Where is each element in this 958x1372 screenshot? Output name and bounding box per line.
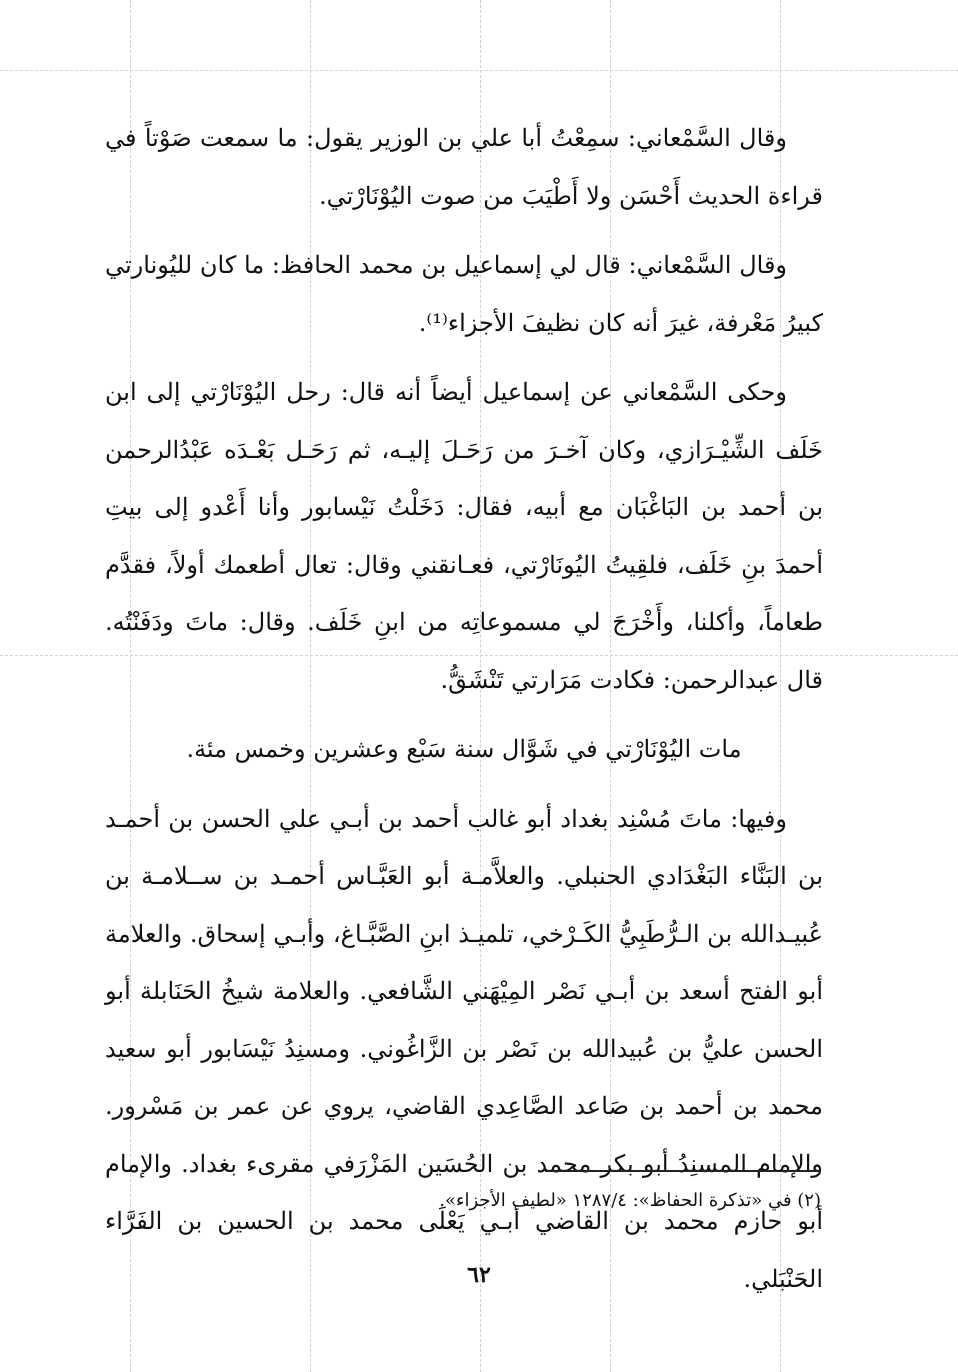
paragraph: وفيها: ماتَ مُسْنِد بغداد أبو غالب أحمد بن أبـي علي الحسن بن أحمـد بن البَنَّاء البَغْدَادي الحنبلي. والعلاَّمـة أبو العَبَّـاس أحمـد بن ســلامـة بن عُبيـدالله بن الـرُّطَبِيُّ الكَـرْخي، تلميـذ ابنِ الصَّبَّـاغ، وأبـي إسحاق. والعلامة أبو الفتح أسعد بن أبـي نَصْر المِيْهَني الشَّافعي. والعلامة شيخُ الحَنَابلة أبو الحسن عليُّ بن عُبيدالله بن نَصْر بن الزَّاغُوني. ومسنِدُ نَيْسَابور أبو سعيد محمد بن أحمد بن صَاعد الصَّاعِدي القاضي، يروي عن عمر بن مَسْرور. والإمام المسنِدُ أبو بكر محمد بن الحُسَين المَزْرَفي مقرىء بغداد. والإمام أبو حازم محمد بن القاضي أبـي يَعْلَى محمد بن الحسين بن الفَرَّاء الحَنْبَلي. xyxy=(105,804,824,1293)
paragraph-death-note: مات اليُوْنَارْتي في شَوَّال سنة سَبْع وعشرين وخمس مئة. xyxy=(186,735,742,763)
paragraph: وقال السَّمْعاني: سمِعْتُ أبا علي بن الوزير يقول: ما سمعت صَوْتاً في قراءة الحديث أَحْسَن ولا أَطْيَبَ من صوت اليُوْنَارْتي. xyxy=(105,124,823,210)
footnote: (٢) في «تذكرة الحفاظ»: ١٢٨٧/٤ «لطيف الأجزاء». xyxy=(439,1190,821,1211)
footnote-separator xyxy=(545,1170,821,1172)
page-body xyxy=(105,110,823,1308)
paragraph: وقال السَّمْعاني: قال لي إسماعيل بن محمد الحافظ: ما كان لليُونارتي كبيرُ مَعْرفة، غيرَ أنه كان نظيفَ الأجزاء⁽¹⁾. xyxy=(105,251,823,337)
scan-grid-line xyxy=(0,70,958,71)
page-number: ٦٢ xyxy=(467,1262,491,1288)
paragraph: وحكى السَّمْعاني عن إسماعيل أيضاً أنه قال: رحل اليُوْنَارْتي إلى ابن خَلَف الشِّيْـرَازي، وكان آخـرَ من رَحَـلَ إليـه، ثم رَحَـل بَعْـدَه عَبْدُالرحمن بن أحمد بن البَاغْبَان مع أبيه، فقال: دَخَلْتُ نَيْسابور وأنا أَعْدو إلى بيتِ أحمدَ بنِ خَلَف، فلقِيتُ اليُونَارْتي، فعـانقني وقال: تعال أطعمك أولاً، فقدَّم طعاماً، وأكلنا، وأَخْرَجَ لي مسموعاتِه من ابنِ خَلَف. وقال: ماتَ ودَفَنْتُه. قال عبدالرحمن: فكادت مَرَارتي تَنْشَقُّ. xyxy=(105,378,823,694)
